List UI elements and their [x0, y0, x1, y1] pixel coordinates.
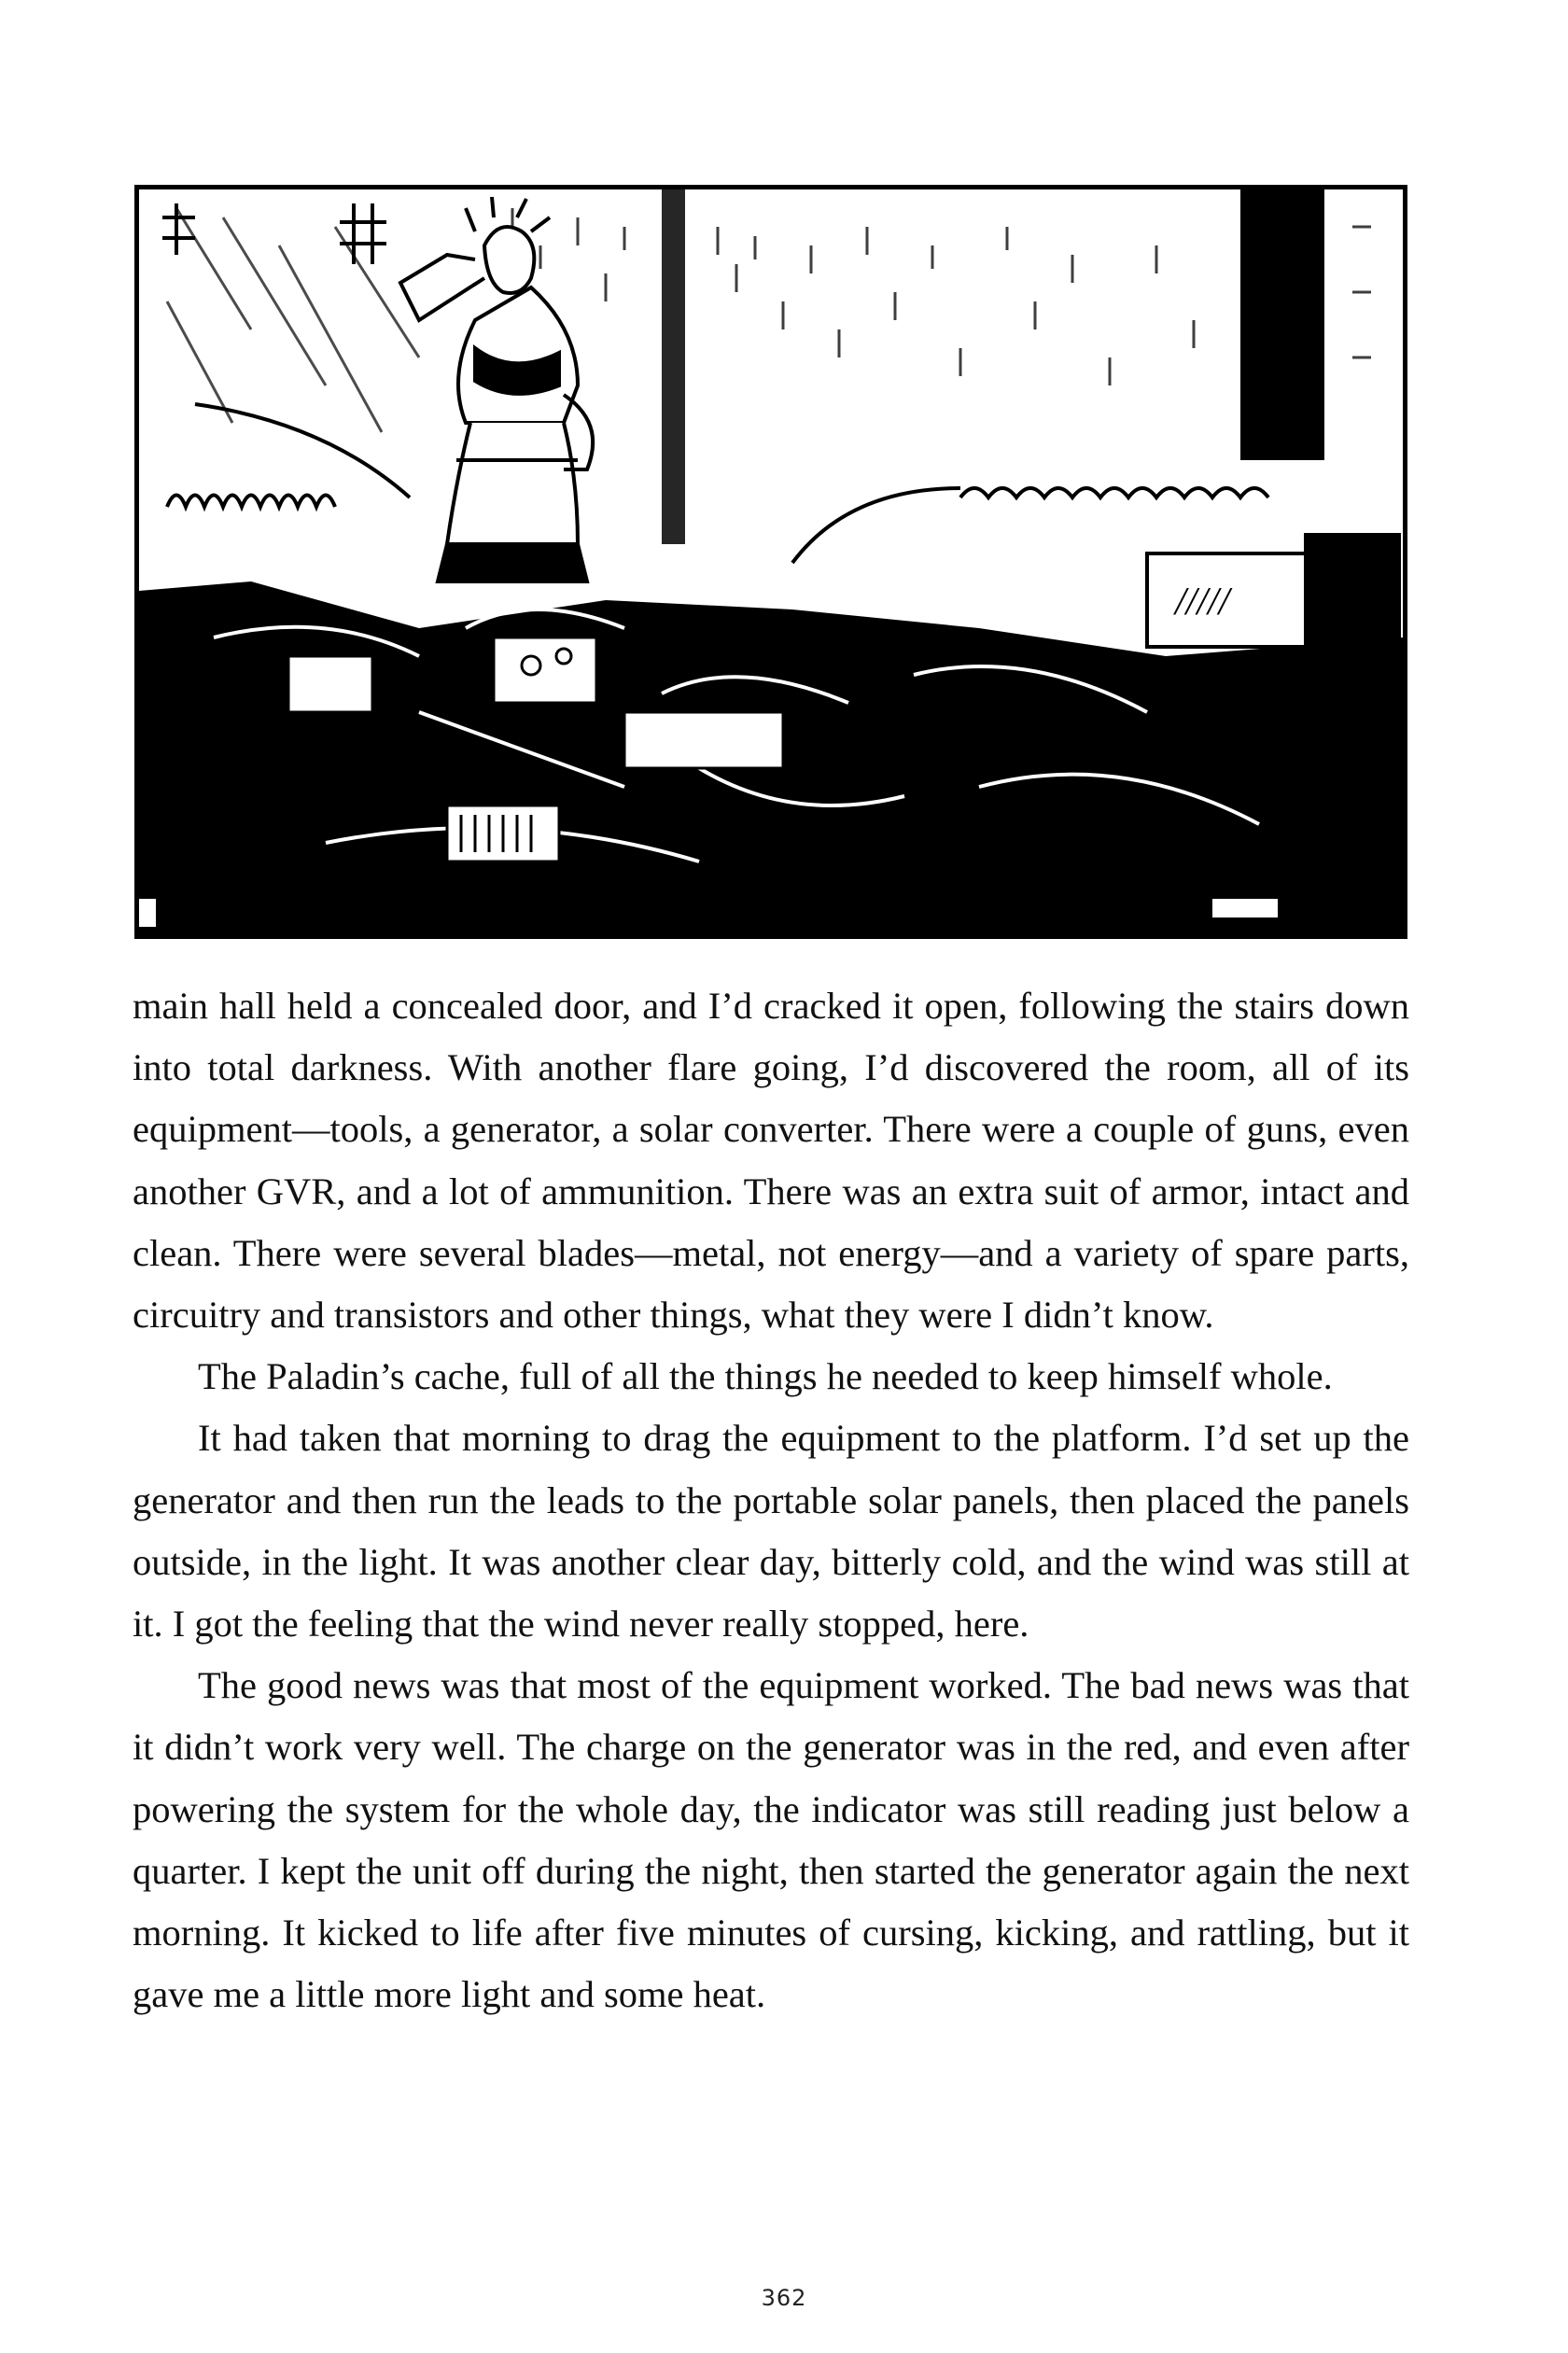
paragraph: main hall held a concealed door, and I’d cracked it open, following the stairs down into total darkness. With another flare going, I’d discovered the room, all of its equipment—tools, a generator, a solar converter. There were a couple of guns, even another GVR, and a lot of ammunition. There was an extra suit of armor, intact and clean. There were several blades—metal, not energy—and a variety of spare parts, circuitry and transistors and other things, what they were I didn’t know. [133, 985, 1409, 1337]
body-text [133, 975, 1409, 2025]
illustration-panel [134, 185, 1407, 939]
paragraph: It had taken that morning to drag the equipment to the platform. I’d set up the generator and then run the leads to the portable solar panels, then placed the panels outside, in the light. It was another clear day, bitterly cold, and the wind was still at it. I got the feeling that the wind never really stopped, here. [133, 1417, 1409, 1646]
ink-drawing-illustration [139, 189, 1403, 934]
page-number: 362 [761, 2285, 807, 2311]
machine-marking: ///// [1175, 581, 1230, 623]
paragraph: The good news was that most of the equipment worked. The bad news was that it didn’t work very well. The charge on the generator was in the red, and even after powering the system for the whole day, the indicator was still reading just below a quarter. I kept the unit off during the night, then started the generator again the next morning. It kicked to life after five minutes of cursing, kicking, and rattling, but it gave me a little more light and some heat. [133, 1664, 1409, 2016]
paragraph: The Paladin’s cache, full of all the things he needed to keep himself whole. [198, 1355, 1333, 1398]
